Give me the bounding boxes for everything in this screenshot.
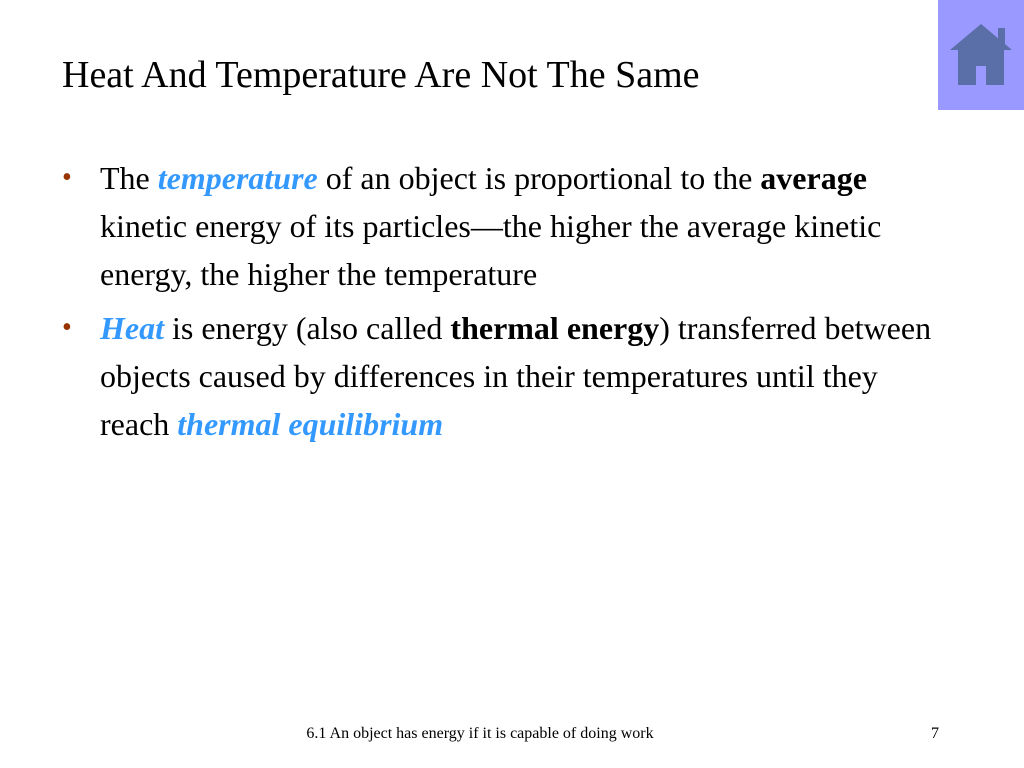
term-temperature: temperature	[157, 160, 318, 196]
term-average: average	[760, 160, 867, 196]
term-thermal-energy: thermal energy	[450, 310, 660, 346]
term-thermal-equilibrium: thermal equilibrium	[177, 406, 444, 442]
term-heat: Heat	[100, 310, 164, 346]
text-segment: is energy (also called	[163, 310, 451, 346]
home-button[interactable]	[938, 0, 1024, 110]
text-segment: The	[100, 160, 158, 196]
bullet-item-temperature	[62, 154, 932, 298]
slide-title: Heat And Temperature Are Not The Same	[62, 54, 700, 96]
bullet-marker: •	[62, 312, 72, 343]
bullet-item-heat	[62, 304, 932, 448]
text-segment: kinetic energy of its particles—the higher the average kinetic energy, the higher the temperature	[100, 208, 882, 292]
page-number: 7	[931, 725, 939, 742]
text-segment: of an object is proportional to the	[317, 160, 761, 196]
house-icon	[946, 18, 1016, 88]
bullet-list	[62, 154, 932, 454]
text-segment: ) transferred between objects caused by differences in their temperatures until they reach	[100, 310, 932, 442]
bullet-marker: •	[62, 162, 72, 193]
slide-footer: 6.1 An object has energy if it is capable of doing work	[306, 725, 654, 742]
